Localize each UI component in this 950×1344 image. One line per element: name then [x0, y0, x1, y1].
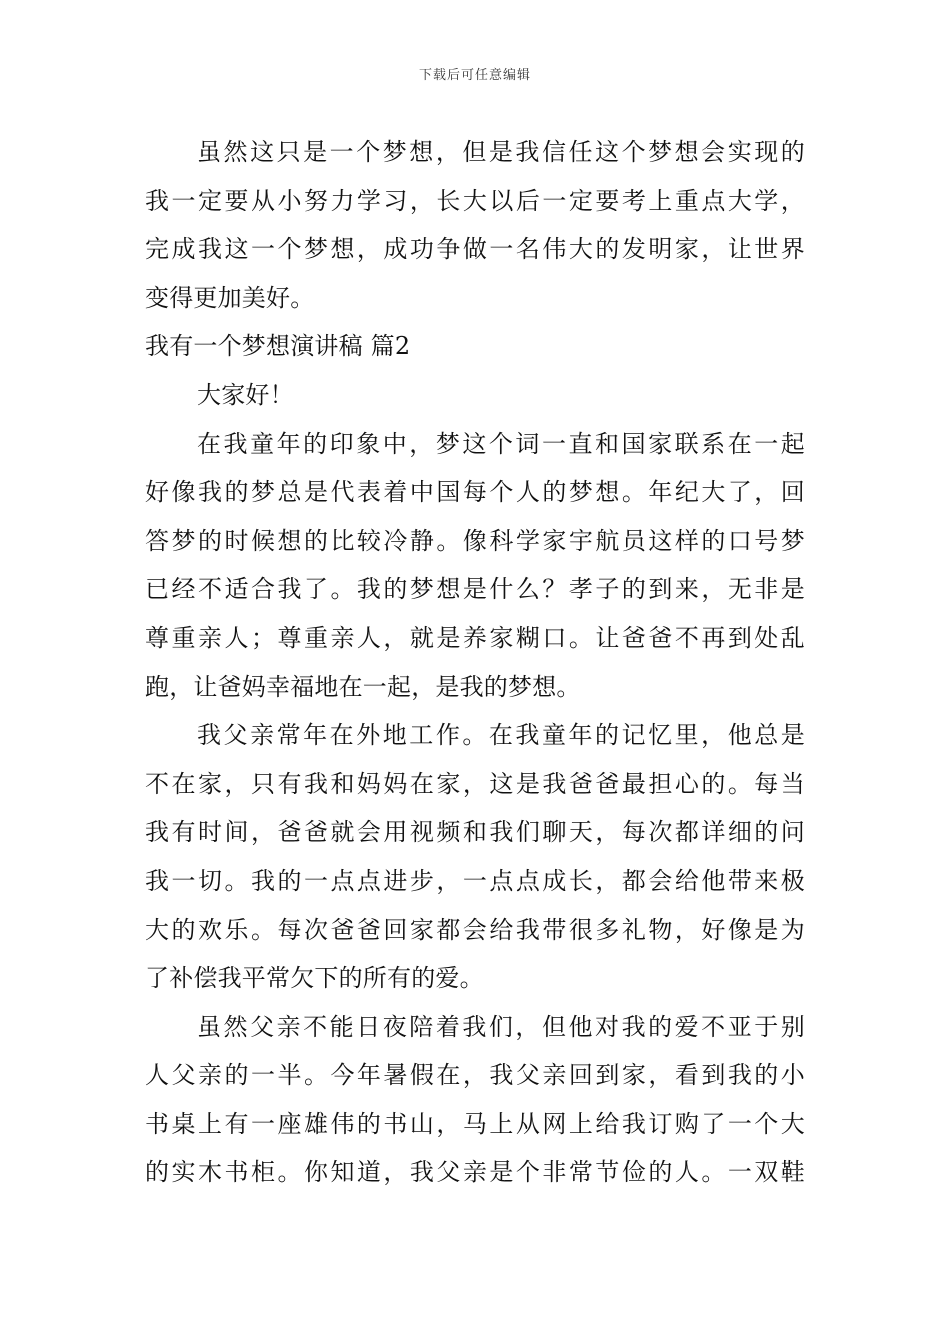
text-line: 不在家，只有我和妈妈在家，这是我爸爸最担心的。每当 — [145, 769, 805, 798]
text-line: 跑，让爸妈幸福地在一起，是我的梦想。 — [145, 672, 581, 701]
text-line: 了补偿我平常欠下的所有的爱。 — [145, 964, 484, 993]
header-note: 下载后可任意编辑 — [418, 68, 531, 83]
text-line: 已经不适合我了。我的梦想是什么？孝子的到来，无非是 — [145, 575, 805, 604]
section-heading: 我有一个梦想演讲稿 篇2 — [145, 332, 411, 361]
text-line: 虽然这只是一个梦想，但是我信任这个梦想会实现的 — [197, 138, 805, 166]
text-line: 在我童年的印象中，梦这个词一直和国家联系在一起 — [197, 429, 805, 458]
text-line: 的实木书柜。你知道，我父亲是个非常节俭的人。一双鞋 — [145, 1158, 805, 1187]
text-line: 人父亲的一半。今年暑假在，我父亲回到家，看到我的小 — [145, 1061, 805, 1090]
text-line: 大的欢乐。每次爸爸回家都会给我带很多礼物，好像是为 — [145, 915, 805, 944]
text-line: 我父亲常年在外地工作。在我童年的记忆里，他总是 — [197, 721, 805, 750]
text-line: 虽然父亲不能日夜陪着我们，但他对我的爱不亚于别 — [197, 1012, 805, 1041]
text-line: 尊重亲人；尊重亲人，就是养家糊口。让爸爸不再到处乱 — [145, 623, 805, 652]
text-line: 答梦的时候想的比较冷静。像科学家宇航员这样的口号梦 — [145, 526, 805, 555]
text-line: 我有时间，爸爸就会用视频和我们聊天，每次都详细的问 — [145, 818, 805, 847]
text-line: 大家好！ — [197, 380, 294, 409]
text-line: 变得更加美好。 — [145, 283, 315, 312]
text-line: 我一切。我的一点点进步，一点点成长，都会给他带来极 — [145, 866, 805, 895]
text-line: 完成我这一个梦想，成功争做一名伟大的发明家，让世界 — [145, 235, 805, 264]
text-line: 我一定要从小努力学习，长大以后一定要考上重点大学， — [145, 186, 805, 215]
text-line: 好像我的梦总是代表着中国每个人的梦想。年纪大了，回 — [145, 478, 805, 507]
text-line: 书桌上有一座雄伟的书山，马上从网上给我订购了一个大 — [145, 1109, 805, 1138]
document-body — [145, 128, 805, 1197]
